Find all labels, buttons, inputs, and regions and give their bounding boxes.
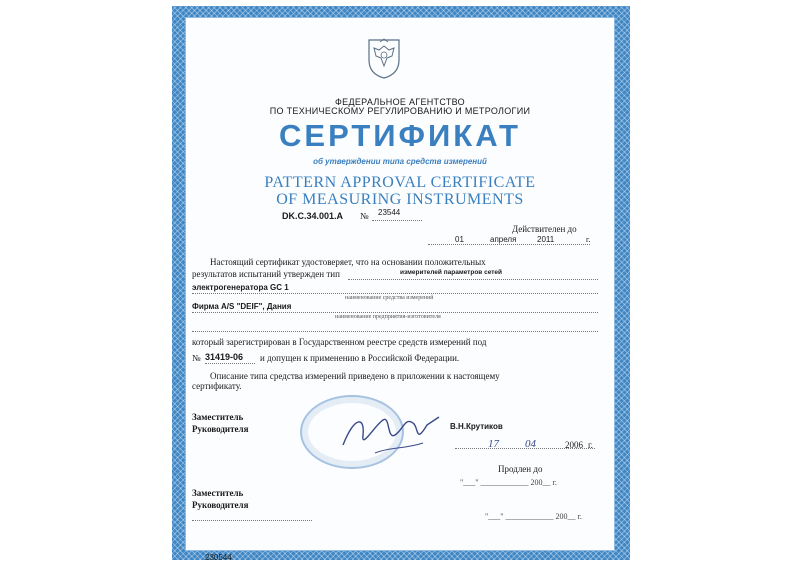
instrument-name-underline [192,293,598,294]
signer-name: В.Н.Крутиков [450,422,503,431]
manufacturer-name: Фирма A/S "DEIF", Дания [192,302,292,311]
valid-until-year: 2011 [537,235,555,244]
deputy-title-line1: Заместитель [192,412,244,422]
sign-date-year: 2006 [565,440,583,450]
body-line-2: результатов испытаний утвержден тип [192,269,340,279]
certificate-subtitle-ru: об утверждении типа средств измерений [313,157,487,166]
description-line-2: сертификату. [192,381,242,391]
certificate-title: СЕРТИФИКАТ [279,118,521,153]
certificate-title-en-line2: OF MEASURING INSTRUMENTS [276,191,524,208]
valid-until-day: 01 [455,235,464,244]
register-number-sign: № [192,353,201,363]
valid-until-month: апреля [490,235,517,244]
instrument-name-caption: наименование средства измерений [345,295,434,301]
register-number-underline [205,363,255,364]
registry-text: который зарегистрирован в Государственном реестре средств измерений под [192,337,487,347]
extended-date: "___" ____________ 200__ г. [460,478,557,487]
deputy2-title-line1: Заместитель [192,488,244,498]
sign-date-month: 04 [525,438,536,450]
certificate-title-en-line1: PATTERN APPROVAL CERTIFICATE [264,174,536,191]
valid-until-underline [428,244,590,245]
serial-number: 230544 [205,553,232,562]
register-number: 31419-06 [205,352,244,362]
agency-name-line1: ФЕДЕРАЛЬНОЕ АГЕНТСТВО [335,97,465,107]
deputy2-title-line2: Руководителя [192,500,249,510]
agency-name-line2: ПО ТЕХНИЧЕСКОМУ РЕГУЛИРОВАНИЮ И МЕТРОЛОГИИ [269,106,531,116]
manufacturer-underline [192,312,598,313]
deputy2-date: "___" ____________ 200__ г. [485,512,582,521]
description-line-1: Описание типа средства измерений приведено в приложении к настоящему [210,371,500,381]
number-sign: № [360,211,369,221]
signature-icon [335,405,445,460]
number-underline [372,220,422,221]
certificate-code: DK.C.34.001.A [282,211,344,221]
blank-underline [192,331,598,332]
deputy-title-line2: Руководителя [192,424,249,434]
certificate-number: 23544 [378,208,401,217]
manufacturer-caption: наименование предприятия-изготовителя [335,314,441,320]
valid-until-year-suffix: г. [586,235,591,244]
instrument-name: электрогенератора GC 1 [192,283,289,292]
instrument-type: измерителей параметров сетей [400,269,503,276]
extended-until-label: Продлен до [498,464,543,474]
deputy2-signature-line [192,520,312,521]
sign-date-day: 17 [488,438,499,450]
instrument-type-underline [348,279,598,280]
coat-of-arms-icon [365,36,403,80]
admitted-text: и допущен к применению в Российской Федерации. [260,353,460,363]
sign-date-suffix: г. [588,440,593,450]
body-line-1: Настоящий сертификат удостоверяет, что на основании положительных [210,257,486,267]
valid-until-label: Действителен до [512,224,577,234]
